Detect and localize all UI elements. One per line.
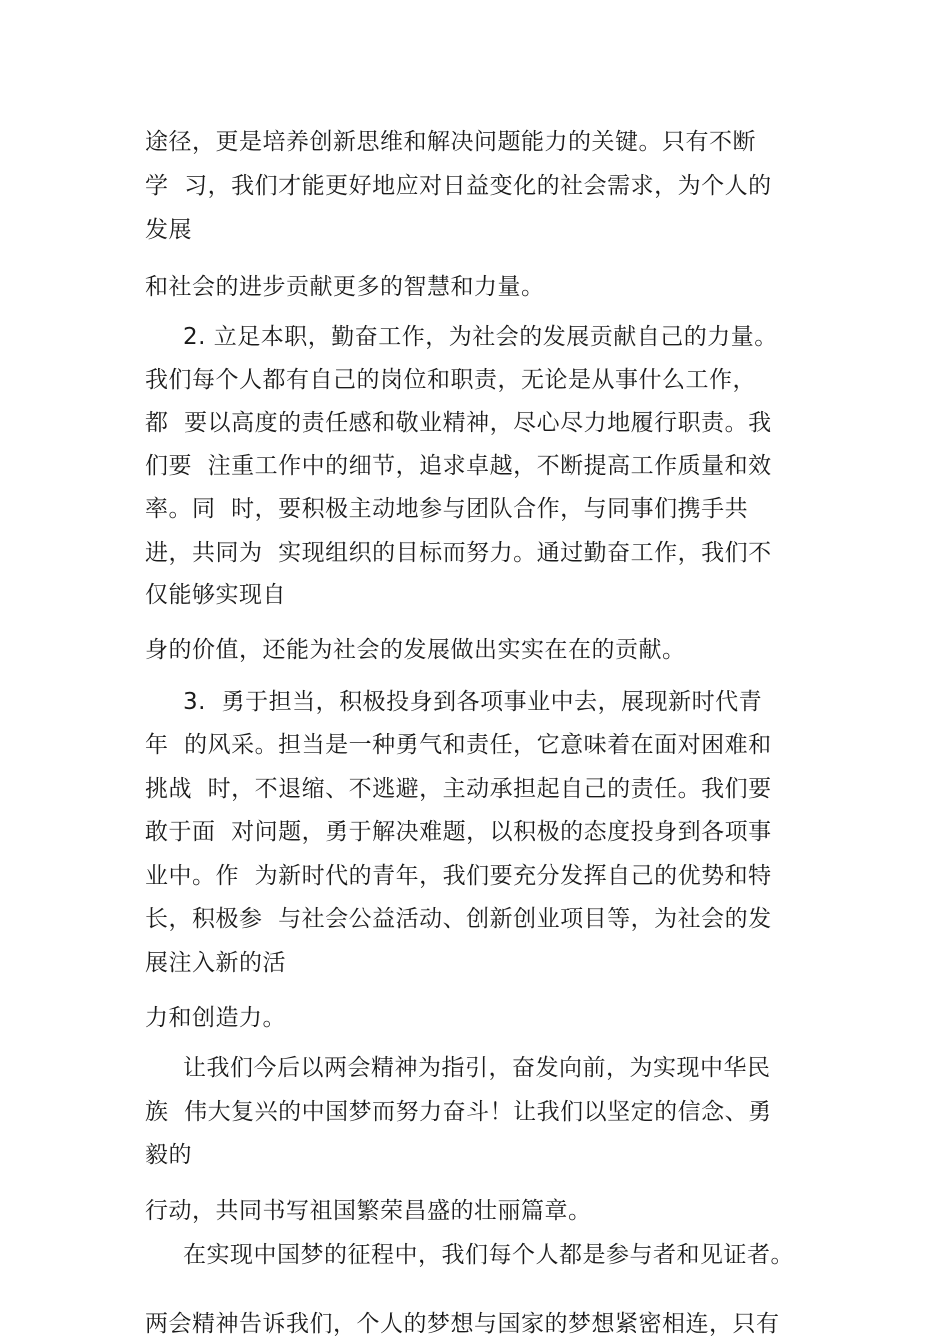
text-line: 力和创造力。 [145, 1005, 286, 1031]
text-line: 途径，更是培养创新思维和解决问题能力的关键。只有不断 [145, 129, 756, 155]
text-line: 让我们今后以两会精神为指引，奋发向前，为实现中华民 [183, 1055, 771, 1081]
text-line: 2. 立足本职，勤奋工作，为社会的发展贡献自己的力量。 [183, 324, 778, 350]
text-line: 展注入新的活 [145, 950, 286, 976]
text-line: 我们每个人都有自己的岗位和职责，无论是从事什么工作， [145, 367, 756, 393]
text-line: 在实现中国梦的征程中，我们每个人都是参与者和见证者。 [183, 1242, 794, 1268]
text-line: 仅能够实现自 [145, 582, 286, 608]
text-line: 身的价值，还能为社会的发展做出实实在在的贡献。 [145, 637, 686, 663]
text-line: 敢于面 对问题，勇于解决难题，以积极的态度投身到各项事 [145, 819, 772, 845]
text-line: 长，积极参 与社会公益活动、创新创业项目等，为社会的发 [145, 906, 772, 932]
text-line: 挑战 时，不退缩、不逃避，主动承担起自己的责任。我们要 [145, 776, 772, 802]
text-line: 都 要以高度的责任感和敬业精神，尽心尽力地履行职责。我 [145, 410, 772, 436]
text-line: 们要 注重工作中的细节，追求卓越，不断提高工作质量和效 [145, 453, 772, 479]
text-line: 年 的风采。担当是一种勇气和责任，它意味着在面对困难和 [145, 732, 772, 758]
text-line: 3. 勇于担当，积极投身到各项事业中去，展现新时代青 [183, 689, 763, 715]
text-line: 和社会的进步贡献更多的智慧和力量。 [145, 274, 545, 300]
text-line: 发展 [145, 217, 192, 243]
text-line: 率。同 时，要积极主动地参与团队合作，与同事们携手共 [145, 496, 749, 522]
text-line: 两会精神告诉我们，个人的梦想与国家的梦想紧密相连，只有 [145, 1311, 780, 1337]
text-line: 族 伟大复兴的中国梦而努力奋斗！让我们以坚定的信念、勇 [145, 1099, 772, 1125]
text-line: 业中。作 为新时代的青年，我们要充分发挥自己的优势和特 [145, 863, 772, 889]
text-line: 行动，共同书写祖国繁荣昌盛的壮丽篇章。 [145, 1198, 592, 1224]
text-line: 进，共同为 实现组织的目标而努力。通过勤奋工作，我们不 [145, 540, 772, 566]
text-line: 学 习，我们才能更好地应对日益变化的社会需求，为个人的 [145, 173, 772, 199]
text-line: 毅的 [145, 1142, 192, 1168]
